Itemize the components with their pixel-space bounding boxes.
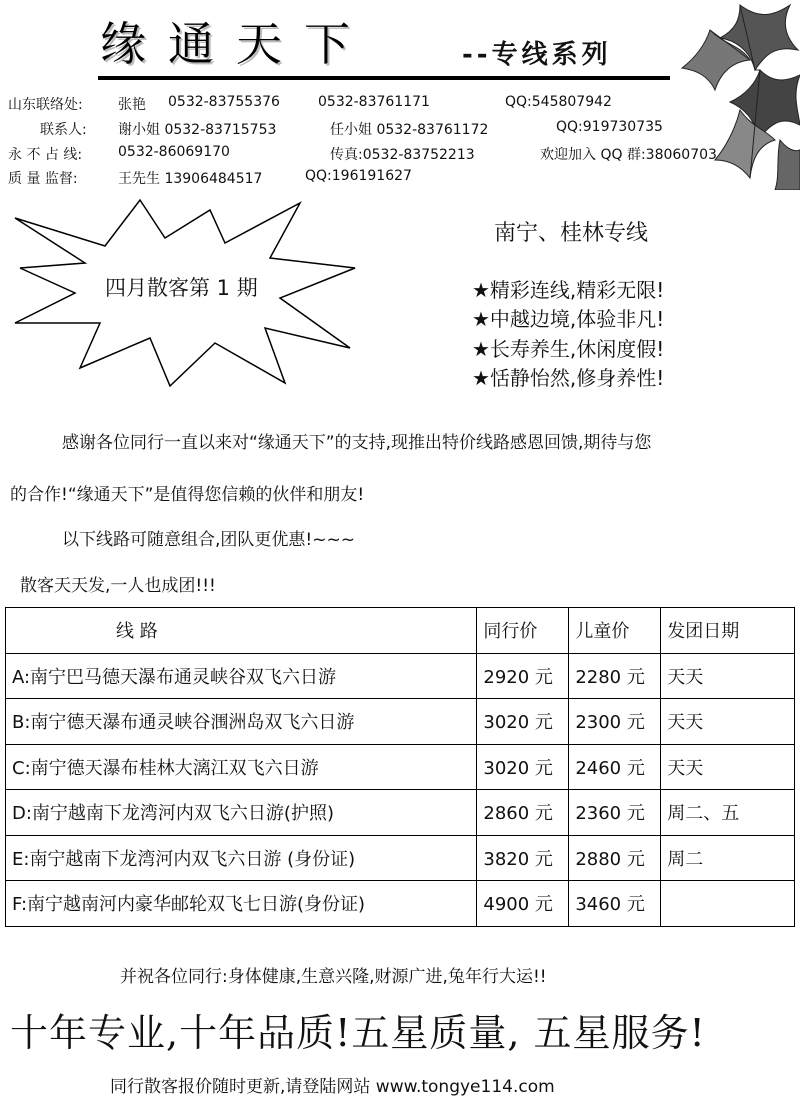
intro-line: 以下线路可随意组合,团队更优惠!~~~: [62, 530, 355, 550]
feature-item: ★精彩连线,精彩无限!: [472, 278, 665, 302]
column-header: 线 路: [6, 608, 477, 654]
route-name: C:南宁德天瀑布桂林大漓江双飞六日游: [6, 744, 477, 790]
column-header: 儿童价: [569, 608, 661, 654]
table-row: [6, 790, 795, 836]
supervisor-name: 王先生 13906484517: [118, 171, 263, 187]
hotline-label: 永 不 占 线:: [8, 147, 83, 163]
route-title: 南宁、桂林专线: [494, 221, 649, 246]
intro-line: 散客天天发,一人也成团!!!: [20, 576, 216, 596]
route-price: 2860 元: [477, 790, 569, 836]
supervisor-label: 质 量 监督:: [8, 171, 78, 187]
route-name: E:南宁越南下龙湾河内双飞六日游 (身份证): [6, 835, 477, 881]
child-price: 2300 元: [569, 699, 661, 745]
departure-date: 天天: [661, 653, 795, 699]
departure-date: 周二: [661, 835, 795, 881]
routes-table: [5, 607, 795, 927]
departure-date: 周二、五: [661, 790, 795, 836]
route-price: 3020 元: [477, 744, 569, 790]
fax-number: 传真:0532-83752213: [330, 147, 475, 163]
route-name: D:南宁越南下龙湾河内双飞六日游(护照): [6, 790, 477, 836]
brand-title: 缘通天下: [100, 17, 372, 71]
table-row: [6, 744, 795, 790]
route-name: B:南宁德天瀑布通灵峡谷涠洲岛双飞六日游: [6, 699, 477, 745]
burst-text: 四月散客第 1 期: [105, 276, 258, 300]
departure-date: 天天: [661, 744, 795, 790]
departure-date: [661, 881, 795, 927]
child-price: 2360 元: [569, 790, 661, 836]
column-header: 发团日期: [661, 608, 795, 654]
footer-website: 同行散客报价随时更新,请登陆网站 www.tongye114.com: [110, 1077, 555, 1097]
brand-subtitle: --专线系列: [462, 40, 612, 70]
route-price: 3020 元: [477, 699, 569, 745]
contact-qq: QQ:196191627: [305, 168, 412, 184]
child-price: 2280 元: [569, 653, 661, 699]
contact-qq: QQ:545807942: [505, 94, 612, 110]
route-price: 3820 元: [477, 835, 569, 881]
intro-line: 的合作!“缘通天下”是值得您信赖的伙伴和朋友!: [10, 485, 365, 505]
route-name: F:南宁越南河内豪华邮轮双飞七日游(身份证): [6, 881, 477, 927]
table-header-row: [6, 608, 795, 654]
starburst-badge: [10, 198, 360, 388]
contact-name: 张艳: [118, 97, 146, 113]
qq-group: 欢迎加入 QQ 群:38060703: [540, 147, 717, 163]
slogan: 十年专业,十年品质!五星质量, 五星服务!: [10, 1011, 706, 1055]
route-price: 4900 元: [477, 881, 569, 927]
contact-name: 任小姐 0532-83761172: [330, 122, 489, 138]
contact-name: 谢小姐 0532-83715753: [118, 122, 277, 138]
feature-item: ★长寿养生,休闲度假!: [472, 337, 665, 361]
closing-wish: 并祝各位同行:身体健康,生意兴隆,财源广进,兔年行大运!!: [120, 967, 547, 987]
contact-office-label: 山东联络处:: [8, 97, 83, 113]
table-row: [6, 699, 795, 745]
child-price: 3460 元: [569, 881, 661, 927]
contact-phone: 0532-83755376: [168, 94, 280, 110]
contact-phone: 0532-83761171: [318, 94, 430, 110]
table-row: [6, 653, 795, 699]
feature-item: ★恬静怡然,修身养性!: [472, 366, 665, 390]
feature-item: ★中越边境,体验非凡!: [472, 307, 665, 331]
departure-date: 天天: [661, 699, 795, 745]
table-row: [6, 881, 795, 927]
intro-line: 感谢各位同行一直以来对“缘通天下”的支持,现推出特价线路感恩回馈,期待与您: [62, 433, 652, 453]
table-row: [6, 835, 795, 881]
child-price: 2880 元: [569, 835, 661, 881]
route-price: 2920 元: [477, 653, 569, 699]
contact-person-label: 联系人:: [40, 122, 87, 138]
child-price: 2460 元: [569, 744, 661, 790]
route-name: A:南宁巴马德天瀑布通灵峡谷双飞六日游: [6, 653, 477, 699]
hotline-phone: 0532-86069170: [118, 144, 230, 160]
contact-qq: QQ:919730735: [556, 119, 663, 135]
header-rule: [98, 76, 670, 80]
column-header: 同行价: [477, 608, 569, 654]
